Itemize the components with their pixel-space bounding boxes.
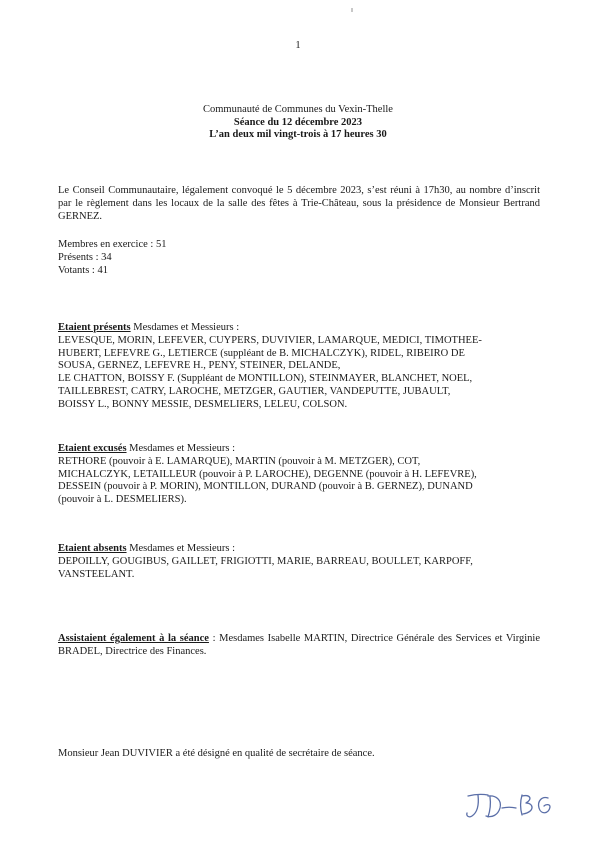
present-heading	[58, 322, 540, 335]
excused-heading	[58, 443, 540, 456]
members-voting: Votants : 41	[58, 264, 108, 276]
excused-title: Mesdames et Messieurs :	[126, 443, 236, 454]
document-header	[0, 104, 596, 142]
attendees-label: Assistaient également à la séance	[58, 633, 209, 644]
attendees-text: : Mesdames Isabelle MARTIN, Directrice Générale des Services et Virginie BRADEL, Directrice des Finances.	[58, 633, 540, 657]
session-title: Séance du 12 décembre 2023	[233, 116, 363, 128]
scan-mark	[351, 8, 353, 12]
page-number: 1	[295, 40, 301, 51]
excused-names-line: RETHORE (pouvoir à E. LAMARQUE), MARTIN (pouvoir à M. METZGER), COT,	[58, 455, 421, 467]
excused-names-line: DESSEIN (pouvoir à P. MORIN), MONTILLON, DURAND (pouvoir à B. GERNEZ), DUNAND	[58, 481, 473, 493]
initials-signature	[462, 786, 562, 826]
present-names-line: HUBERT, LEFEVRE G., LETIERCE (suppléant de B. MICHALCZYK), RIDEL, RIBEIRO DE	[58, 347, 465, 359]
session-date-words: L’an deux mil vingt-trois à 17 heures 30	[209, 129, 387, 140]
secretary-statement: Monsieur Jean DUVIVIER a été désigné en qualité de secrétaire de séance.	[58, 748, 375, 759]
members-in-office: Membres en exercice : 51	[58, 239, 167, 250]
present-title: Mesdames et Messieurs :	[130, 322, 240, 333]
absent-heading	[58, 543, 540, 556]
organization-name: Communauté de Communes du Vexin-Thelle	[203, 104, 393, 115]
absent-title: Mesdames et Messieurs :	[126, 543, 236, 554]
present-names-line: TAILLEBREST, CATRY, LAROCHE, METZGER, GAUTIER, VANDEPUTTE, JUBAULT,	[58, 385, 451, 397]
excused-names-line: (pouvoir à L. DESMELIERS).	[58, 494, 187, 506]
absent-section	[58, 543, 540, 581]
excused-label: Etaient excusés	[58, 443, 127, 454]
intro-paragraph: Le Conseil Communautaire, légalement convoqué le 5 décembre 2023, s’est réuni à 17h30, au nombre d’inscrit par le règlement dans les locaux de la salle des fêtes à Trie-Château, sous la présidence de Monsieur Bertrand GERNEZ.	[58, 185, 540, 222]
absent-names-line: DEPOILLY, GOUGIBUS, GAILLET, FRIGIOTTI, MARIE, BARREAU, BOULLET, KARPOFF,	[58, 555, 473, 567]
members-present: Présents : 34	[58, 251, 112, 263]
present-names-line: LEVESQUE, MORIN, LEFEVER, CUYPERS, DUVIVIER, LAMARQUE, MEDICI, TIMOTHEE-	[58, 334, 482, 346]
absent-label: Etaient absents	[58, 543, 127, 554]
absent-names-line: VANSTEELANT.	[58, 568, 135, 580]
present-names-line: SOUSA, GERNEZ, LEFEVRE H., PENY, STEINER, DELANDE,	[58, 360, 341, 372]
attendees-paragraph	[58, 633, 540, 659]
excused-section	[58, 443, 540, 507]
member-counts	[58, 239, 540, 277]
present-names-line: BOISSY L., BONNY MESSIE, DESMELIERS, LELEU, COLSON.	[58, 398, 348, 410]
present-label: Etaient présents	[58, 322, 131, 333]
present-names-line: LE CHATTON, BOISSY F. (Suppléant de MONTILLON), STEINMAYER, BLANCHET, NOEL,	[58, 373, 473, 385]
present-section	[58, 322, 540, 412]
excused-names-line: MICHALCZYK, LETAILLEUR (pouvoir à P. LAROCHE), DEGENNE (pouvoir à H. LEFEVRE),	[58, 468, 477, 480]
